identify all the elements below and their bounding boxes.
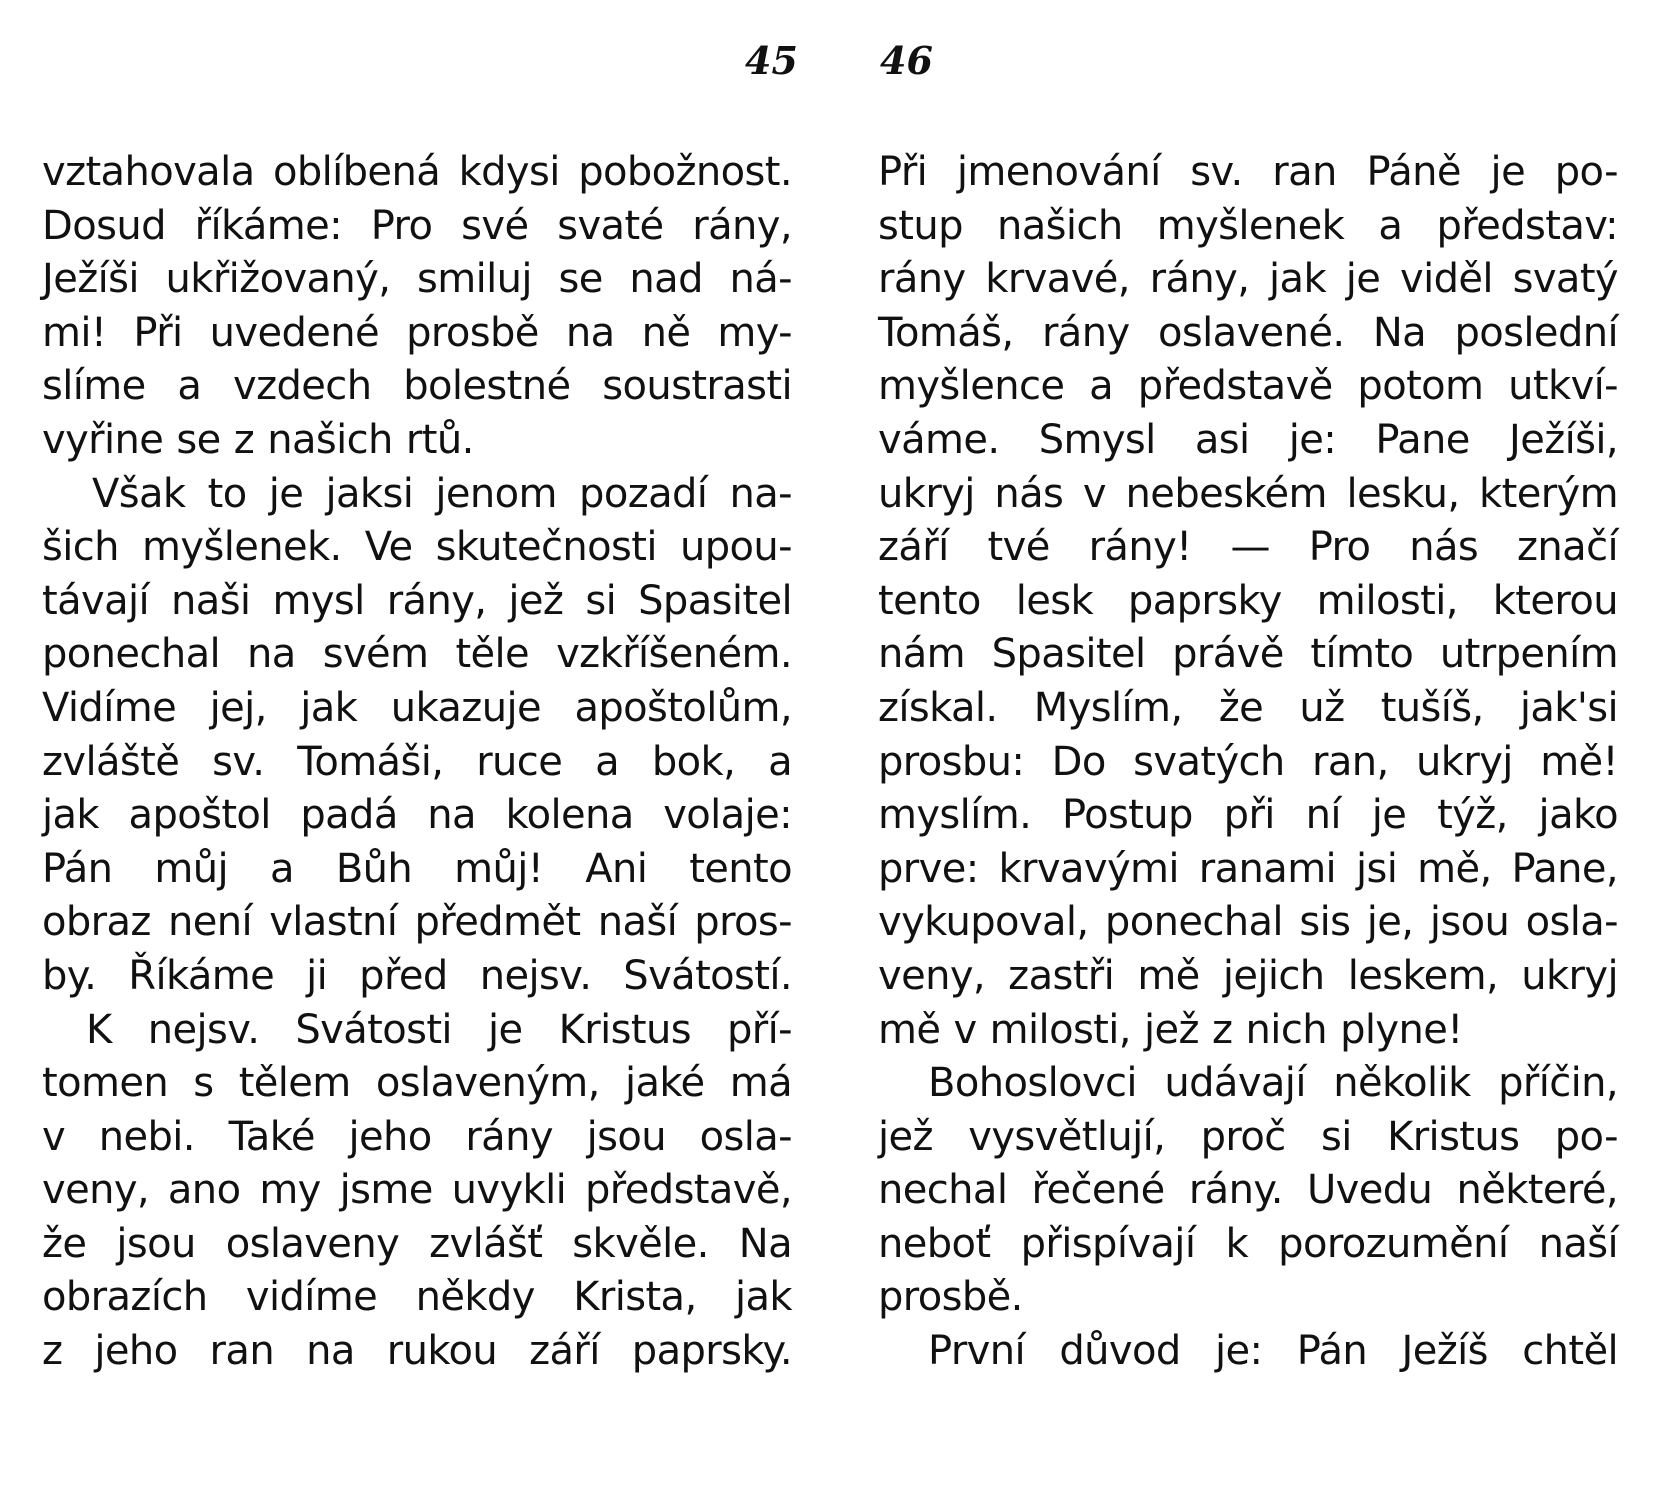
- text-line: vztahovala oblíbená kdysi pobožnost.: [42, 149, 792, 195]
- text-line: prve: krvavými ranami jsi mě, Pane,: [878, 845, 1618, 892]
- text-line: veny, ano my jsme uvykli představě,: [42, 1167, 792, 1214]
- text-line: myšlence a představě potom utkví-: [878, 363, 1618, 410]
- text-line: šich myšlenek. Ve skutečnosti upou-: [42, 524, 792, 571]
- text-line: rány krvavé, rány, jak je viděl svatý: [878, 256, 1618, 303]
- text-line: Vidíme jej, jak ukazuje apoštolům,: [42, 684, 792, 731]
- text-line: prosbu: Do svatých ran, ukryj mě!: [878, 738, 1618, 785]
- text-line: září tvé rány! — Pro nás značí: [878, 524, 1618, 571]
- text-line: veny, zastři mě jejich leskem, ukryj: [878, 952, 1618, 999]
- text-line: távají naši mysl rány, jež si Spasitel: [42, 577, 792, 624]
- page-number-right: 46: [880, 38, 933, 83]
- text-line: tomen s tělem oslaveným, jaké má: [42, 1060, 792, 1107]
- text-line: mi! Při uvedené prosbě na ně my-: [42, 309, 792, 356]
- text-line: nechal řečené rány. Uvedu některé,: [878, 1167, 1618, 1214]
- text-line: z jeho ran na rukou září paprsky.: [42, 1328, 792, 1375]
- text-line: že jsou oslaveny zvlášť skvěle. Na: [42, 1220, 792, 1267]
- text-line: Ježíši ukřižovaný, smiluj se nad ná-: [42, 256, 792, 303]
- text-line: v nebi. Také jeho rány jsou osla-: [42, 1113, 792, 1160]
- text-line: Však to je jaksi jenom pozadí na-: [92, 470, 792, 517]
- text-line: vykupoval, ponechal sis je, jsou osla-: [878, 899, 1618, 946]
- text-line: získal. Myslím, že už tušíš, jak'si: [878, 684, 1618, 731]
- text-line: Při jmenování sv. ran Páně je po-: [878, 149, 1618, 195]
- text-line: stup našich myšlenek a představ:: [878, 202, 1618, 249]
- text-line: Bohoslovci udávají několik příčin,: [928, 1060, 1618, 1107]
- text-line: obraz není vlastní předmět naší pros-: [42, 899, 792, 946]
- text-line: by. Říkáme ji před nejsv. Svátostí.: [42, 952, 792, 999]
- text-line: slíme a vzdech bolestné soustrasti: [42, 363, 792, 410]
- text-line: nám Spasitel právě tímto utrpením: [878, 631, 1618, 678]
- text-line: tento lesk paprsky milosti, kterou: [878, 577, 1618, 624]
- text-line: ukryj nás v nebeském lesku, kterým: [878, 470, 1618, 517]
- text-line: jež vysvětlují, proč si Kristus po-: [878, 1113, 1618, 1160]
- text-line: zvláště sv. Tomáši, ruce a bok, a: [42, 738, 792, 785]
- text-line: Tomáš, rány oslavené. Na poslední: [878, 309, 1618, 356]
- text-line: K nejsv. Svátosti je Kristus pří-: [86, 1006, 792, 1053]
- text-line: Pán můj a Bůh můj! Ani tento: [42, 845, 792, 892]
- page-number-left: 45: [745, 38, 798, 83]
- text-line: myslím. Postup při ní je týž, jako: [878, 792, 1618, 839]
- text-line: ponechal na svém těle vzkříšeném.: [42, 631, 792, 678]
- text-line: obrazích vidíme někdy Krista, jak: [42, 1274, 792, 1321]
- text-line: První důvod je: Pán Ježíš chtěl: [928, 1328, 1618, 1375]
- text-line: váme. Smysl asi je: Pane Ježíši,: [878, 416, 1618, 463]
- text-line: neboť přispívají k porozumění naší: [878, 1220, 1618, 1267]
- text-line: jak apoštol padá na kolena volaje:: [42, 792, 792, 839]
- text-line: vyřine se z našich rtů.: [42, 416, 474, 463]
- left-page-text: [42, 146, 792, 1379]
- text-line: prosbě.: [878, 1274, 1023, 1321]
- right-page-text: [878, 146, 1618, 1379]
- text-line: Dosud říkáme: Pro své svaté rány,: [42, 202, 792, 249]
- text-line: mě v milosti, jež z nich plyne!: [878, 1006, 1463, 1053]
